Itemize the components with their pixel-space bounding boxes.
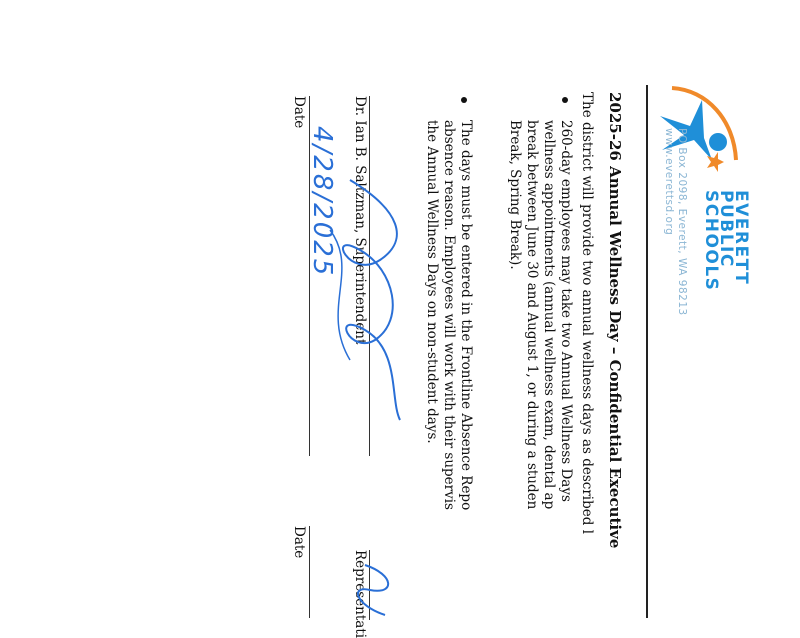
logo-word: EVERETT xyxy=(731,190,751,286)
logo-wordmark xyxy=(701,190,751,292)
district-address: PO Box 2098, Everett, WA 98213 xyxy=(676,128,688,316)
representative-signature xyxy=(345,560,405,618)
handwritten-date: 4/28/2025 xyxy=(307,126,337,278)
document-title: 2025-26 Annual Wellness Day – Confidential Executive xyxy=(606,92,624,549)
bullet-line: Break, Spring Break). xyxy=(507,120,523,270)
date-label-right: Date xyxy=(291,526,307,559)
logo-word: PUBLIC xyxy=(716,190,736,268)
signer-name: Dr. Ian B. Saltzman, Superintendent xyxy=(352,96,368,345)
bullet-line: break between June 30 and August 1, or during a studen xyxy=(524,120,540,510)
bullet-line: the Annual Wellness Days on non-student days. xyxy=(424,120,440,444)
representative-label: Representati xyxy=(352,550,368,638)
bullet-line: absence reason. Employees will work with their supervis xyxy=(441,120,457,510)
bullet-line: The days must be entered in the Frontline Absence Repo xyxy=(458,120,474,511)
district-website: www.everettsd.org xyxy=(663,128,675,236)
intro-paragraph: The district will provide two annual wellness days as described l xyxy=(579,92,595,535)
bullet-icon xyxy=(461,97,467,103)
date-line-right xyxy=(309,526,310,618)
bullet-icon xyxy=(562,97,568,103)
date-label: Date xyxy=(291,96,307,129)
bullet-line: wellness appointments (annual wellness exam, dental ap xyxy=(541,120,557,510)
logo-word: SCHOOLS xyxy=(701,190,721,292)
header-divider xyxy=(646,85,648,618)
bullet-line: 260-day employees may take two Annual Wellness Days xyxy=(558,120,574,502)
